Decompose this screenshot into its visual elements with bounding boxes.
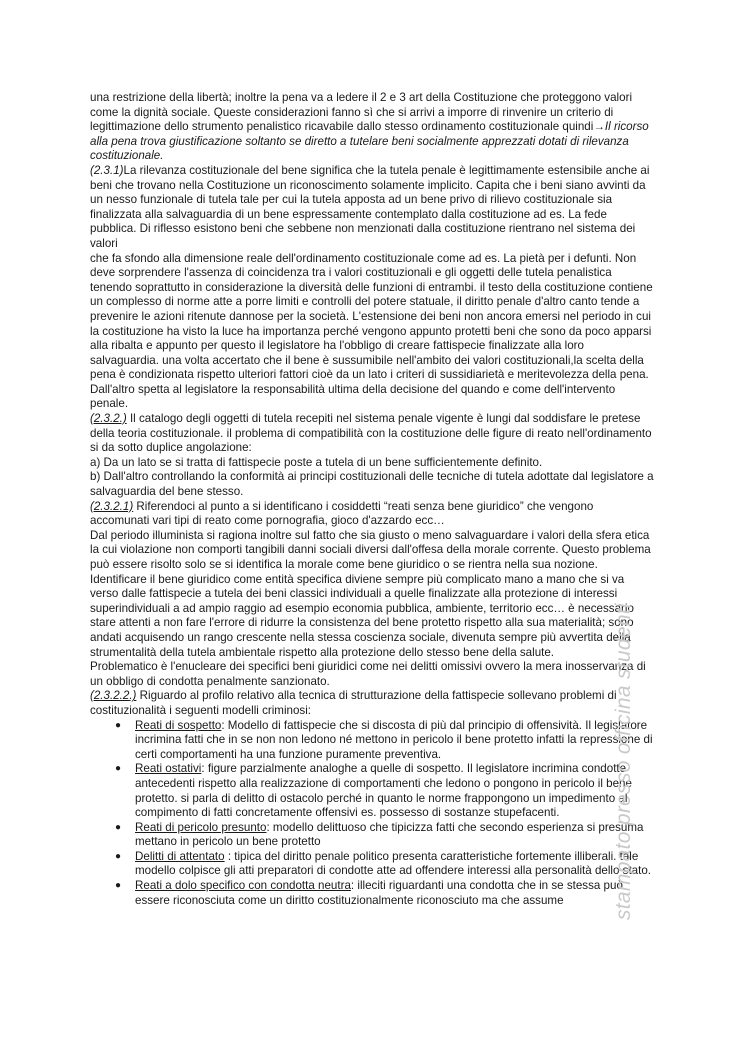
watermark: stampato presso officina studenti — [612, 603, 635, 920]
section-ref: (2.3.2.1) — [90, 499, 134, 513]
point-b: b) Dall'altro controllando la conformità ai principi costituzionali delle tecniche di tutela adottate dal legislatore a salvaguardia del bene stesso. — [90, 470, 654, 499]
model-term: Reati di pericolo presunto — [135, 820, 267, 834]
model-term: Reati ostativi — [135, 762, 202, 776]
list-item — [115, 879, 655, 908]
list-item — [115, 718, 655, 763]
paragraph-text: Riferendoci al punto a si identificano i cosiddetti “reati senza bene giuridico” che vengono accomunati vari tipi di reato come pornografia, gioco d'azzardo ecc… — [90, 499, 594, 528]
list-item — [115, 820, 655, 850]
paragraph-continuation: che fa sfondo alla dimensione reale dell'ordinamento costituzionale come ad es. La pietà per i defunti. Non deve sorprendere l'assenza di coincidenza tra i valori costituzionali e gli oggetti delle tutela penalistica tenendo soprattutto in considerazione la diversità delle funzioni di entrambi. il testo della costituzione contiene un complesso di norme atte a porre limiti e controlli del potere statuale, il diritto penale d'altro canto tende a prevenire le azioni ritenute dannose per la società. L'estensione dei beni non ancora emersi nel periodo in cui la costituzione ha visto la luce ha importanza perché vengono appunto protetti beni che sono da poco apparsi alla ribalta e appunto per questo il legislatore ha l'obbligo di creare fattispecie finalizzate alla loro salvaguardia. una volta accertato che il bene è sussumibile nell'ambito dei valori costituzionali,la scelta della pena è condizionata rispetto ulteriori fattori cioè da un lato i criteri di sussidiarietà e meritevolezza della pena. Dall'altro spetta al legislatore la responsabilità ultima della decisione del quando e come dell'intervento penale. — [90, 251, 653, 411]
model-text: : Modello di fattispecie che si discosta di più dal principio di offensività. Il legislatore incrimina fatti che in se non non ledono né mettono in pericolo il bene protetto infatti la repressione di certi comportamenti ha una funzione puramente preventiva. — [135, 718, 653, 761]
bullet-icon: ● — [115, 763, 122, 775]
bullet-icon: ● — [115, 719, 122, 731]
paragraph-intro — [90, 91, 655, 164]
paragraph-2-3-1 — [90, 164, 655, 252]
list-item — [115, 762, 655, 820]
model-term: Reati a dolo specifico con condotta neutra — [135, 879, 351, 893]
model-term: Reati di sospetto — [135, 718, 222, 732]
paragraph-2-3-2-1 — [90, 500, 655, 529]
criminal-models-list — [90, 719, 655, 909]
section-ref: (2.3.2.2.) — [90, 689, 137, 703]
model-term: Delitti di attentato — [135, 849, 225, 863]
document-page — [90, 91, 655, 908]
paragraph-illuminismo: Dal periodo illuminista si ragiona inoltre sul fatto che sia giusto o meno salvaguardare i valori della sfera etica la cui violazione non comporti tangibili danni sociali diversi dall'offesa della morale corrente. Questo problema può essere risolto solo se si identifica la morale come bene giuridico o se rientra nella sua nozione. — [90, 528, 651, 571]
paragraph-text: una restrizione della libertà; inoltre la pena va a ledere il 2 e 3 art della Costituzione che proteggono valori come la dignità sociale. Queste considerazioni fanno sì che si arrivi a imporre di rinvenire un criterio di legittimazione dello strumento penalistico ricavabile dallo stesso ordinamento costituzionale quindi→ — [90, 91, 633, 134]
model-text: : illeciti riguardanti una condotta che in se stessa può essere riconosciuta come un diritto costituzionalmente riconosciuto ma che assume — [135, 879, 623, 907]
bullet-icon: ● — [115, 880, 122, 892]
list-item — [115, 849, 655, 879]
paragraph-bene-giuridico: Identificare il bene giuridico come entità specifica diviene sempre più complicato mano a mano che si va verso dalle fattispecie a tutela dei beni classici individuali a quelle finalizzate alla protezione di interessi superindividuali a ad ampio raggio ad esempio economia pubblica, ambiente, territorio ecc… è necessario stare attenti a non fare l'errore di ridurre la consistenza del bene protetto rispetto alla sua materialità; sono andati acquisendo un rango crescente nella stessa coscienza sociale, divenuta sempre più avvertita della strumentalità della tutela ambientale rispetto alla protezione dello stesso bene della salute. — [90, 572, 634, 659]
paragraph-omissivi: Problematico è l'enucleare dei specifici beni giuridici come nei delitti omissivi ovvero la mera inosservanza di un obbligo di condotta penalmente sanzionato. — [90, 660, 646, 688]
section-ref: (2.3.2.) — [90, 412, 127, 426]
paragraph-2-3-2 — [90, 412, 655, 456]
bullet-icon: ● — [115, 850, 122, 862]
paragraph-2-3-2-2 — [90, 689, 655, 718]
section-ref: (2.3.1) — [90, 163, 124, 177]
bullet-icon: ● — [115, 821, 122, 833]
model-text: : modello delittuoso che tipicizza fatti che secondo esperienza si presuma mettano in pericolo un bene protetto — [135, 820, 644, 849]
paragraph-text: Il catalogo degli oggetti di tutela recepiti nel sistema penale vigente è lungi dal soddisfare le pretese della teoria costituzionale. il problema di compatibilità con la costituzione delle figure di reato nell'ordinamento si da sotto duplice angolazione: — [90, 412, 652, 455]
paragraph-text: Riguardo al profilo relativo alla tecnica di strutturazione della fattispecie sollevano problemi di costituzionalità i seguenti modelli criminosi: — [90, 689, 617, 717]
italic-principle: Il ricorso alla pena trova giustificazione soltanto se diretto a tutelare beni socialmente apprezzati dotati di rilevanza costituzionale. — [90, 120, 649, 163]
model-text: : figure parzialmente analoghe a quelle di sospetto. Il legislatore incrimina condotte antecedenti rispetto alla realizzazione di comportamenti che ledono o pongono in pericolo il bene protetto. si parla di delitto di ostacolo perché in quanto le norme frappongono un impedimento al compimento di fatti concretamente offensivi es. possesso di sostanze stupefacenti. — [135, 762, 632, 820]
paragraph-text: La rilevanza costituzionale del bene significa che la tutela penale è legittimamente estensibile anche ai beni che trovano nella Costituzione un riconoscimento solamente implicito. Capita che i beni siano avvinti da un nesso funzionale di tutela tale per cui la tutela apposta ad un bene privo di rilievo costituzionale sia finalizzata alla salvaguardia di un bene espressamente contemplato dalla costituzione ad es. La fede pubblica. Di riflesso esistono beni che sebbene non menzionati dalla costituzione rientrano nel sistema dei valori — [90, 163, 650, 250]
point-a: a) Da un lato se si tratta di fattispecie poste a tutela di un bene sufficientemente definito. — [90, 455, 543, 469]
model-text: : tipica del diritto penale politico presenta caratteristiche fortemente illiberali. tale modello colpisce gli atti preparatori di condotte atte ad offendere interessi alla personalità dello stato. — [135, 849, 652, 878]
